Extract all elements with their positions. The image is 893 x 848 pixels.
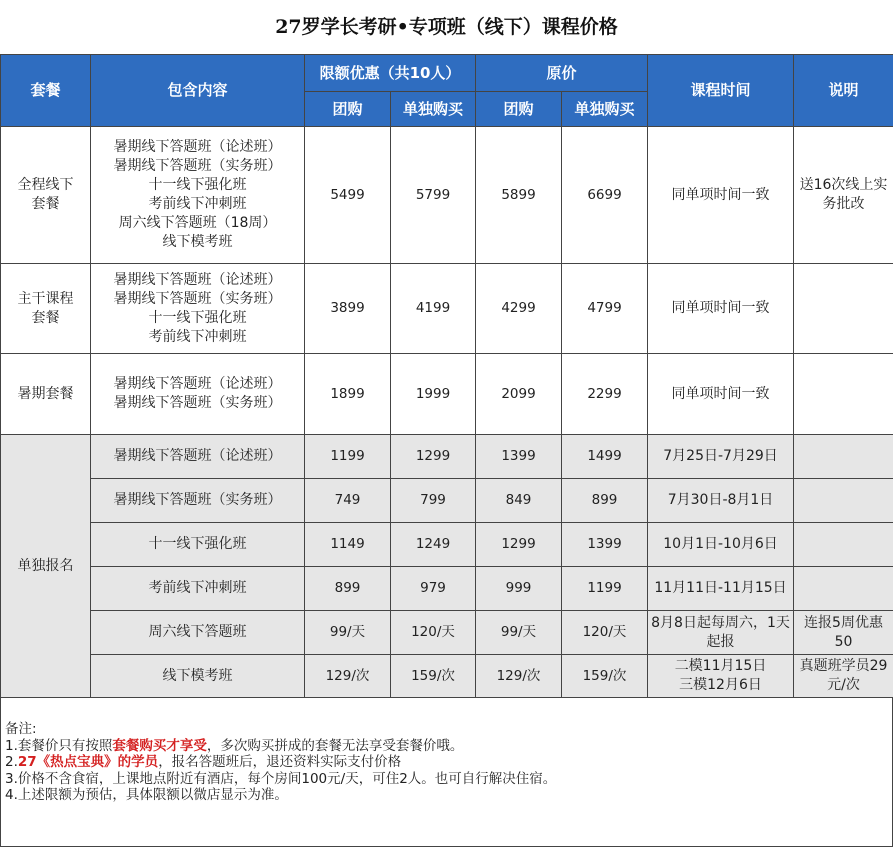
limited-single-price: 159/次 (391, 655, 476, 698)
table-row (1, 127, 893, 264)
package-name: 全程线下 套餐 (1, 127, 91, 264)
limited-single-price: 5799 (391, 127, 476, 264)
package-content: 暑期线下答题班（论述班） 暑期线下答题班（实务班） (91, 354, 305, 435)
original-group-price: 1299 (476, 523, 562, 567)
note-1-text: 1.套餐价只有按照 (5, 737, 113, 754)
note (794, 354, 893, 435)
original-group-price: 4299 (476, 264, 562, 354)
package-content: 十一线下强化班 (91, 523, 305, 567)
limited-single-price: 1249 (391, 523, 476, 567)
note-1-highlight: 套餐购买才享受 (112, 737, 207, 754)
original-single-price: 2299 (562, 354, 648, 435)
notes-section (0, 697, 893, 847)
header-course-time: 课程时间 (648, 55, 794, 127)
package-content: 考前线下冲刺班 (91, 567, 305, 611)
note-item-4: 4.上述限额为预估，具体限额以微店显示为准。 (5, 787, 288, 803)
note (794, 264, 893, 354)
header-limited-single: 单独购买 (391, 92, 476, 127)
original-single-price: 159/次 (562, 655, 648, 698)
course-time: 同单项时间一致 (648, 354, 794, 435)
package-content: 暑期线下答题班（实务班） (91, 479, 305, 523)
course-time: 7月30日-8月1日 (648, 479, 794, 523)
table-row (1, 655, 893, 698)
package-content: 线下模考班 (91, 655, 305, 698)
table-row (1, 264, 893, 354)
note-1-tail: ，多次购买拼成的套餐无法享受套餐价哦。 (206, 737, 464, 754)
original-group-price: 1399 (476, 435, 562, 479)
original-single-price: 1499 (562, 435, 648, 479)
limited-single-price: 1999 (391, 354, 476, 435)
limited-group-price: 1899 (305, 354, 391, 435)
price-table (0, 54, 893, 698)
course-time: 7月25日-7月29日 (648, 435, 794, 479)
header-note: 说明 (794, 55, 893, 127)
note-item-2 (5, 754, 888, 771)
original-single-price: 4799 (562, 264, 648, 354)
original-group-price: 849 (476, 479, 562, 523)
limited-single-price: 120/天 (391, 611, 476, 655)
package-content: 暑期线下答题班（论述班） 暑期线下答题班（实务班） 十一线下强化班 考前线下冲刺班 (91, 264, 305, 354)
notes-label: 备注: (5, 721, 37, 737)
note (794, 479, 893, 523)
original-group-price: 999 (476, 567, 562, 611)
package-name: 暑期套餐 (1, 354, 91, 435)
table-row (1, 523, 893, 567)
original-single-price: 6699 (562, 127, 648, 264)
original-group-price: 2099 (476, 354, 562, 435)
limited-single-price: 799 (391, 479, 476, 523)
course-time: 二模11月15日 三模12月6日 (648, 655, 794, 698)
note: 送16次线上实务批改 (794, 127, 893, 264)
header-original-group: 团购 (476, 92, 562, 127)
original-single-price: 120/天 (562, 611, 648, 655)
original-single-price: 1399 (562, 523, 648, 567)
table-row (1, 354, 893, 435)
course-time: 8月8日起每周六，1天起报 (648, 611, 794, 655)
limited-single-price: 1299 (391, 435, 476, 479)
header-content: 包含内容 (91, 55, 305, 127)
package-content: 暑期线下答题班（论述班） (91, 435, 305, 479)
course-time: 10月1日-10月6日 (648, 523, 794, 567)
note-item-3: 3.价格不含食宿，上课地点附近有酒店，每个房间100元/天，可住2人。也可自行解决住宿。 (5, 770, 557, 787)
original-single-price: 1199 (562, 567, 648, 611)
limited-group-price: 129/次 (305, 655, 391, 698)
note (794, 435, 893, 479)
header-package: 套餐 (1, 55, 91, 127)
table-row (1, 435, 893, 479)
note: 真题班学员29元/次 (794, 655, 893, 698)
table-row (1, 611, 893, 655)
package-name: 单独报名 (1, 435, 91, 698)
original-single-price: 899 (562, 479, 648, 523)
limited-group-price: 99/天 (305, 611, 391, 655)
course-time: 同单项时间一致 (648, 264, 794, 354)
note: 连报5周优惠50 (794, 611, 893, 655)
package-name: 主干课程 套餐 (1, 264, 91, 354)
course-time: 同单项时间一致 (648, 127, 794, 264)
original-group-price: 99/天 (476, 611, 562, 655)
limited-group-price: 5499 (305, 127, 391, 264)
limited-group-price: 3899 (305, 264, 391, 354)
note-2-highlight: 27《热点宝典》的学员 (17, 754, 159, 770)
original-group-price: 129/次 (476, 655, 562, 698)
note (794, 567, 893, 611)
original-group-price: 5899 (476, 127, 562, 264)
limited-group-price: 899 (305, 567, 391, 611)
header-original-single: 单独购买 (562, 92, 648, 127)
package-content: 暑期线下答题班（论述班） 暑期线下答题班（实务班） 十一线下强化班 考前线下冲刺班 周六线下答题班（18周） 线下模考班 (91, 127, 305, 264)
course-time: 11月11日-11月15日 (648, 567, 794, 611)
limited-group-price: 749 (305, 479, 391, 523)
header-original-price: 原价 (476, 55, 648, 92)
package-content: 周六线下答题班 (91, 611, 305, 655)
limited-group-price: 1149 (305, 523, 391, 567)
note-item-1 (5, 738, 888, 755)
header-limited-group: 团购 (305, 92, 391, 127)
table-row (1, 567, 893, 611)
limited-single-price: 4199 (391, 264, 476, 354)
page-title: 27罗学长考研•专项班（线下）课程价格 (275, 16, 618, 38)
note (794, 523, 893, 567)
note-2-text: 2. (5, 754, 18, 770)
table-row (1, 479, 893, 523)
limited-single-price: 979 (391, 567, 476, 611)
header-limited-offer: 限额优惠（共10人） (305, 55, 476, 92)
limited-group-price: 1199 (305, 435, 391, 479)
note-2-tail: ，报名答题班后，退还资料实际支付价格 (158, 754, 402, 770)
